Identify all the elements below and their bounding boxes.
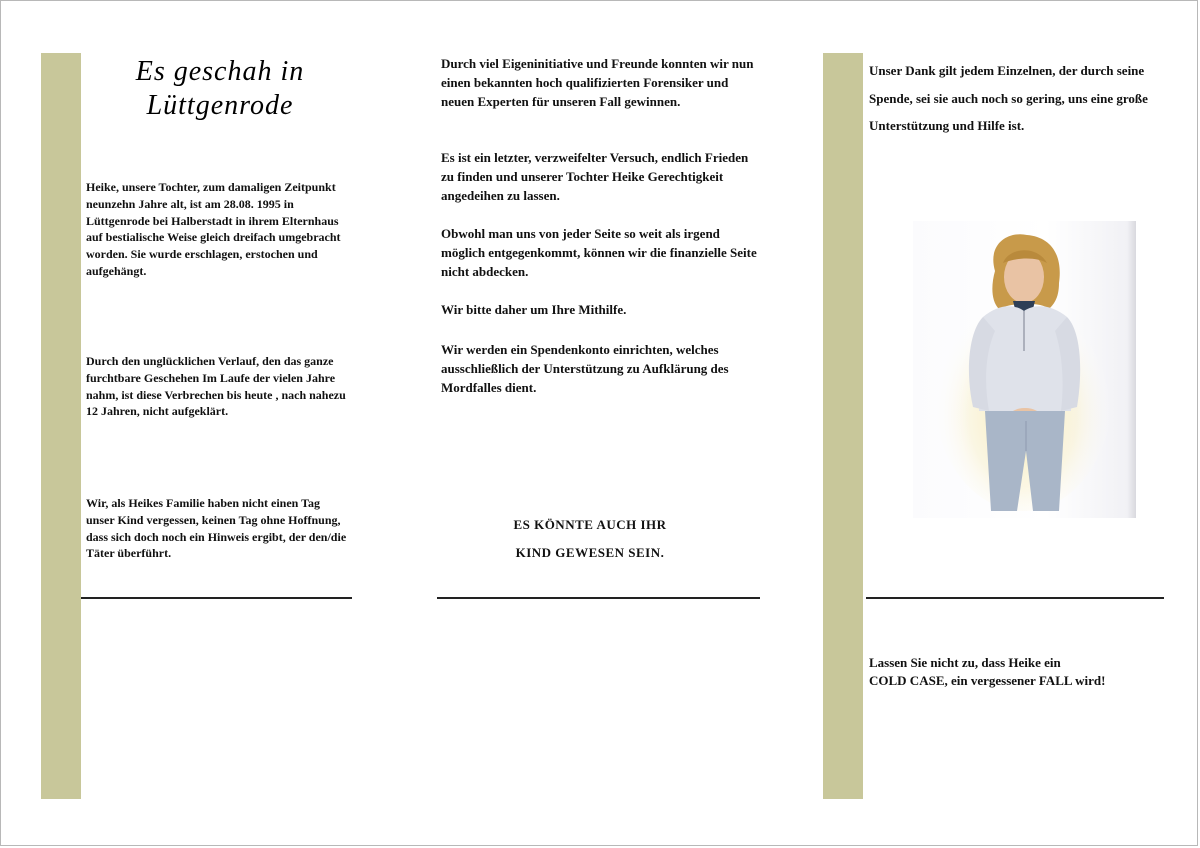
paragraph-request-help: Wir bitte daher um Ihre Mithilfe. bbox=[441, 302, 627, 317]
left-color-band bbox=[41, 53, 81, 799]
appeal-text bbox=[869, 654, 1169, 690]
paragraph-thanks: Unser Dank gilt jedem Einzelnen, der durch seine Spende, sei sie auch noch so gering, uns eine große Unterstützung und Hilfe ist. bbox=[869, 63, 1148, 133]
paragraph-forensic-expert: Durch viel Eigeninitiative und Freunde konnten wir nun einen bekannten hoch qualifizierten Forensiker und neuen Experten für unseren Fall gewinnen. bbox=[441, 56, 754, 109]
appeal-line-1: Lassen Sie nicht zu, dass Heike ein bbox=[869, 655, 1061, 670]
paragraph-family-hope: Wir, als Heikes Familie haben nicht einen Tag unser Kind vergessen, keinen Tag ohne Hoffnung, dass sich doch noch ein Hinweis ergibt, der den/die Täter überführt. bbox=[86, 496, 347, 561]
left-divider bbox=[81, 597, 352, 599]
right-divider bbox=[866, 597, 1164, 599]
paragraph-financial: Obwohl man uns von jeder Seite so weit als irgend möglich entgegenkommt, können wir die finanzielle Seite nicht abdecken. bbox=[441, 226, 757, 279]
right-color-band bbox=[823, 53, 863, 799]
title-line-2: Lüttgenrode bbox=[146, 90, 294, 121]
paragraph-donation-account: Wir werden ein Spendenkonto einrichten, welches ausschließlich der Unterstützung zu Aufklärung des Mordfalles dient. bbox=[441, 342, 729, 395]
title-line-1: Es geschah in bbox=[135, 56, 305, 87]
slogan-line-1: ES KÖNNTE AUCH IHR bbox=[513, 517, 667, 532]
paragraph-last-attempt: Es ist ein letzter, verzweifelter Versuch, endlich Frieden zu finden und unserer Tochter Heike Gerechtigkeit angedeihen zu lassen. bbox=[441, 150, 749, 203]
appeal-line-2: COLD CASE, ein vergessener FALL wird! bbox=[869, 673, 1106, 688]
paragraph-case-facts: Heike, unsere Tochter, zum damaligen Zeitpunkt neunzehn Jahre alt, ist am 28.08. 1995 in Lüttgenrode bei Halberstadt in ihrem Elternhaus auf bestialische Weise gleich dreifach umgebracht worden. Sie wurde erschlagen, erstochen und aufgehängt. bbox=[86, 180, 341, 278]
middle-divider bbox=[437, 597, 760, 599]
portrait-photo bbox=[913, 221, 1136, 518]
slogan-line-2: KIND GEWESEN SEIN. bbox=[515, 545, 665, 560]
portrait-illustration bbox=[913, 221, 1136, 518]
paragraph-unsolved: Durch den unglücklichen Verlauf, den das ganze furchtbare Geschehen Im Laufe der vielen Jahre nahm, ist diese Verbrechen bis heute , nach nahezu 12 Jahren, nicht aufgeklärt. bbox=[86, 354, 346, 419]
brochure-title bbox=[95, 55, 345, 123]
